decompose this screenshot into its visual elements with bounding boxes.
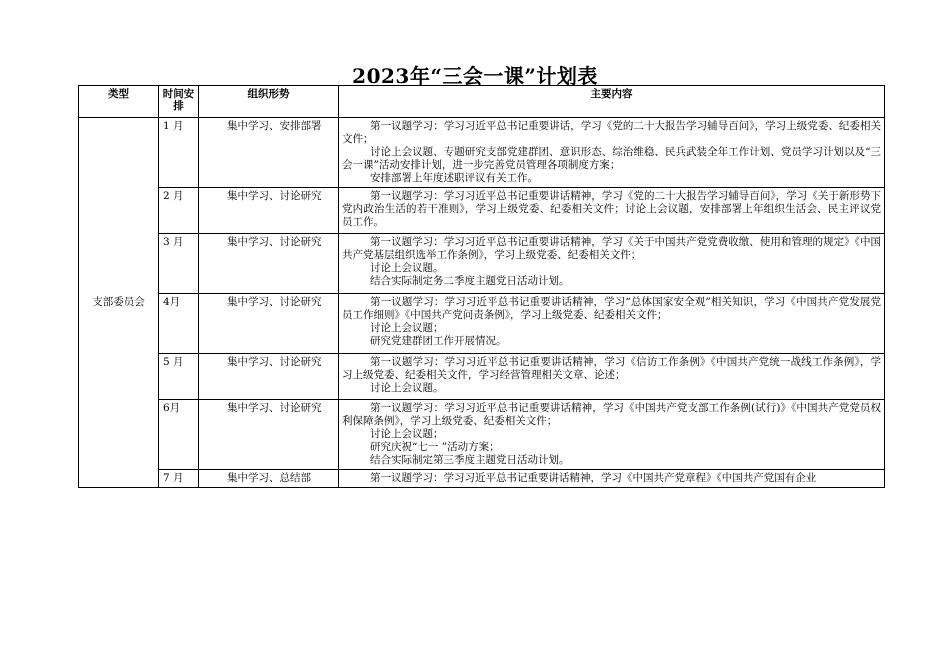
- table-row: [79, 294, 885, 354]
- content-cell: [339, 188, 885, 234]
- content-paragraph: 讨论上会议题、专题研究支部党建群团、意识形态、综治维稳、民兵武装全年工作计划、党员学习计划以及“三会一课”活动安排计划，进一步完善党员管理各项制度方案；: [342, 146, 881, 171]
- form-cell: [199, 118, 339, 188]
- table-row: [79, 118, 885, 188]
- month-cell: 4月: [159, 294, 199, 354]
- table-row: [79, 188, 885, 234]
- content-cell: [339, 234, 885, 294]
- content-paragraph: 结合实际制定第三季度主题党日活动计划。: [370, 454, 570, 466]
- header-time: 时间安排: [159, 86, 199, 118]
- content-paragraph: 讨论上会议题；: [370, 322, 444, 334]
- type-cell: 支部委员会: [79, 118, 159, 488]
- form-text: 集中学习、讨论研究: [227, 402, 322, 414]
- month-cell: 3 月: [159, 234, 199, 294]
- form-text: 集中学习、讨论研究: [227, 190, 322, 202]
- content-paragraph: 第一议题学习：学习习近平总书记重要讲话精神，学习“总体国家安全观”相关知识，学习《中国共产党发展党员工作细则》《中国共产党问责条例》，学习上级党委、纪委相关文件；: [342, 296, 881, 321]
- content-paragraph: 研究党建群团工作开展情况。: [370, 335, 507, 347]
- content-cell: [339, 294, 885, 354]
- page-title: 2023年“三会一课”计划表: [352, 64, 598, 88]
- plan-table: [78, 85, 885, 488]
- content-cell: [339, 470, 885, 488]
- month-cell: 6月: [159, 400, 199, 470]
- table-row: [79, 400, 885, 470]
- month-cell: 2 月: [159, 188, 199, 234]
- content-paragraph: 第一议题学习：学习习近平总书记重要讲话精神，学习《中国共产党支部工作条例(试行)》《中国共产党党员权利保障条例》，学习上级党委、纪委相关文件；: [342, 402, 881, 427]
- content-paragraph: 结合实际制定务二季度主题党日活动计划。: [370, 275, 570, 287]
- form-cell: [199, 234, 339, 294]
- form-cell: [199, 400, 339, 470]
- form-text: 集中学习、讨论研究: [227, 356, 322, 368]
- content-paragraph: 第一议题学习：学习习近平总书记重要讲话精神，学习《中国共产党章程》《中国共产党国有企业: [370, 472, 817, 484]
- content-paragraph: 第一议题学习：学习习近平总书记重要讲话精神，学习《信访工作条例》《中国共产党统一战线工作条例》，学习上级党委、纪委相关文件，学习经营管理相关文章、论述；: [342, 356, 881, 381]
- content-cell: [339, 354, 885, 400]
- table-row: [79, 234, 885, 294]
- form-text: 集中学习、总结部: [227, 472, 311, 484]
- content-paragraph: 讨论上会议题；: [370, 428, 444, 440]
- month-cell: 7 月: [159, 470, 199, 488]
- content-paragraph: 讨论上会议题。: [370, 382, 444, 394]
- content-paragraph: 安排部署上年度述职评议有关工作。: [370, 172, 538, 184]
- header-form: 组织形势: [199, 86, 339, 118]
- form-text: 集中学习、讨论研究: [227, 236, 322, 248]
- month-cell: 5 月: [159, 354, 199, 400]
- form-text: 集中学习、讨论研究: [227, 296, 322, 308]
- content-paragraph: 讨论上会议题。: [370, 262, 444, 274]
- form-cell: [199, 294, 339, 354]
- content-paragraph: 第一议题学习：学习习近平总书记重要讲话精神，学习《党的二十大报告学习辅导百问》，学习《关于新形势下党内政治生活的若干准则》，学习上级党委、纪委相关文件；讨论上会议题，安排部署上年组织生活会、民主评议党员工作。: [342, 190, 881, 228]
- form-cell: [199, 470, 339, 488]
- table-row: [79, 470, 885, 488]
- month-cell: 1 月: [159, 118, 199, 188]
- table-row: [79, 354, 885, 400]
- form-text: 集中学习、安排部署: [227, 120, 322, 132]
- header-type: 类型: [79, 86, 159, 118]
- content-paragraph: 研究庆祝“七一 ”活动方案；: [370, 441, 500, 453]
- header-content: 主要内容: [339, 86, 885, 118]
- content-cell: [339, 400, 885, 470]
- content-cell: [339, 118, 885, 188]
- content-paragraph: 第一议题学习：学习习近平总书记重要讲话精神，学习《关于中国共产党党费收缴、使用和管理的规定》《中国共产党基层组织选举工作条例》，学习上级党委、纪委相关文件；: [342, 236, 881, 261]
- content-paragraph: 第一议题学习：学习习近平总书记重要讲话，学习《党的二十大报告学习辅导百问》，学习上级党委、纪委相关文件；: [342, 120, 881, 145]
- header-row: [79, 86, 885, 118]
- form-cell: [199, 354, 339, 400]
- form-cell: [199, 188, 339, 234]
